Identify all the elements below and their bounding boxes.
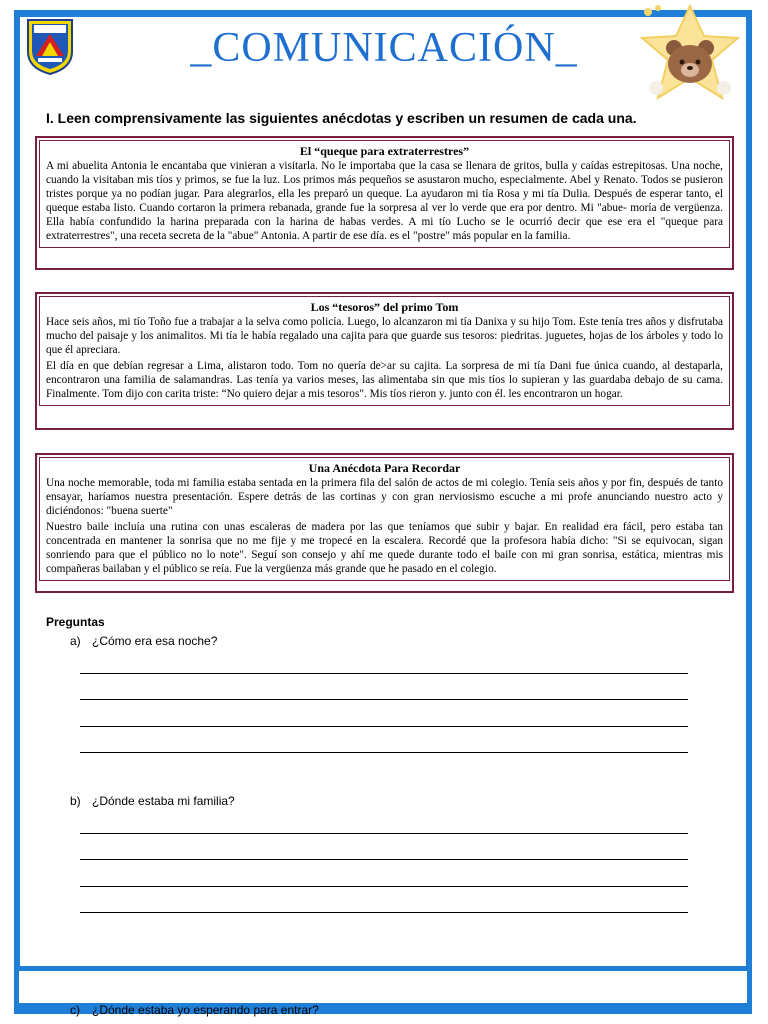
questions-heading: Preguntas (46, 615, 105, 629)
question-text: ¿Dónde estaba mi familia? (92, 794, 235, 808)
story-paragraph: Nuestro baile incluía una rutina con unas escaleras de madera por las que teníamos que subir y bajar. En realidad era fácil, pero estaba tan concentrada en mantener la sonrisa que no me fije y me tropecé en la escalera. Recordé que la profesora había dicho: "Si se equivocan, sigan sonriendo para que el público no lo note". Seguí son consejo y ahí me quede durante todo el baile con mi gran sonrisa, estática, mientras mis compañeras bailaban y el público se reía. Fue la vergüenza más grande que he pasado en el colegio. (46, 521, 723, 575)
page-title: _COMUNICACIÓN_ (190, 25, 578, 71)
question-b (70, 794, 235, 808)
bear-star-sticker-icon (628, 2, 752, 106)
story-title: Una Anécdota Para Recordar (308, 461, 461, 475)
story-box-3 (35, 453, 734, 593)
story-paragraph: Una noche memorable, toda mi familia estaba sentada en la primera fila del salón de actos de mi colegio. Tenía seis años y por fin, después de tanto ensayar, haríamos nuestra presentación. Espere detrás de las cortinas y con gran nerviosismo escuche a mi profe anunciando nuestro acto y diciéndonos: "buena suerte" (46, 477, 723, 517)
question-letter: c) (70, 1003, 80, 1017)
answer-line[interactable] (80, 886, 688, 887)
story-paragraph: Hace seis años, mi tío Toño fue a trabajar a la selva como policía. Luego, lo alcanzaron mi tía Danixa y su hijo Tom. Este tenía tres años y disfrutaba mucho del paisaje y los animalitos. Mi tía le había regalado una cajita para que guarde sus tesoros: piedritas. juguetes, hojas de los árboles y todo lo que él apreciara. (46, 316, 723, 356)
question-letter: a) (70, 634, 81, 648)
story-box-2 (35, 292, 734, 430)
answer-line[interactable] (80, 726, 688, 727)
answer-line[interactable] (80, 673, 688, 674)
question-text: ¿Cómo era esa noche? (92, 634, 218, 648)
answer-line[interactable] (80, 833, 688, 834)
instruction-text: I. Leen comprensivamente las siguientes anécdotas y escriben un resumen de cada una. (46, 110, 637, 126)
answer-line[interactable] (80, 859, 688, 860)
question-letter: b) (70, 794, 81, 808)
answer-line[interactable] (80, 699, 688, 700)
answer-line[interactable] (80, 912, 688, 913)
story-box-1 (35, 136, 734, 270)
story-paragraph: A mi abuelita Antonia le encantaba que vinieran a visitarla. No le importaba que la casa se llenara de gritos, bulla y caídas estrepitosas. Una noche, cuando la visitaban mis tíos y primos, se fue la luz. Los primos más pequeños se asustaron mucho, especialmente. Abel y Renato. Todos se pusieron tristes porque ya no podían jugar. Para alegrarlos, ella les preparó un queque. La ayudaron mi tía Rosa y mi tía Dulia. Después de esperar tanto, el queque estaba listo. Cuando cortaron la primera rebanada, grande fue la sorpresa al ver lo verde que era por dentro. Mi "abue- moría de vergüenza. Ella había confundido la harina preparada con la harina de habas verdes. A mi tío Lucho se le ocurrió decir que ese era el "queque para extraterrestres", una receta secreta de la "abue" Antonia. A partir de ese día. es el "postre" más popular en la familia. (46, 160, 723, 242)
question-c (70, 1003, 319, 1017)
page-break-band (14, 966, 752, 1008)
story-title: El “queque para extraterrestres” (299, 144, 470, 158)
question-a (70, 634, 217, 648)
question-text: ¿Dónde estaba yo esperando para entrar? (92, 1003, 319, 1017)
story-paragraph: El día en que debían regresar a Lima, alistaron todo. Tom no quería de>ar su cajita. La sorpresa de mi tía Dani fue única cuando, al destaparla, encontraron una familia de salamandras. Las tenía ya varios meses, las alimentaba sin que mis tíos lo supieran y las guardaba debajo de su cama. Finalmente. Tom dijo con carita triste: “No quiero dejar a mis tesoros". Mis tíos rieron y. junto con él. les encontraron un hogar. (46, 360, 723, 400)
answer-line[interactable] (80, 752, 688, 753)
story-title: Los “tesoros” del primo Tom (310, 300, 459, 314)
